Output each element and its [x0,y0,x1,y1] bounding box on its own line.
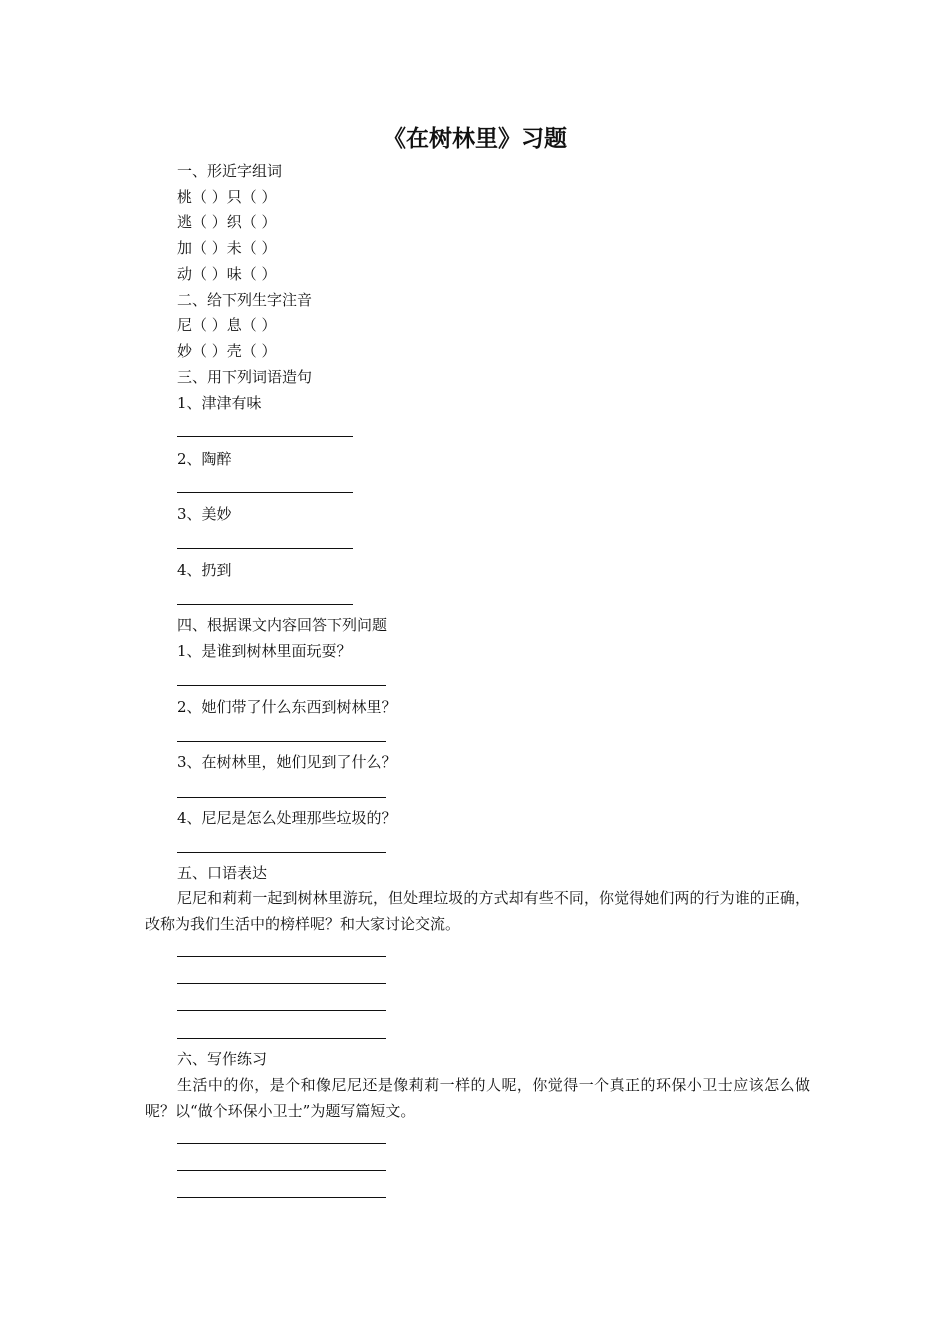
section-4-heading: 四、根据课文内容回答下列问题 [177,616,388,634]
document-title: 《在树林里》习题 [383,125,567,152]
answer-line[interactable] [177,956,386,957]
answer-line[interactable] [177,983,386,984]
answer-line[interactable] [177,1170,386,1171]
section-4-item: 4、尼尼是怎么处理那些垃圾的？ [177,809,397,827]
section-1-row: 加（ ）未（ ） [177,239,277,257]
answer-line[interactable] [177,1010,386,1011]
answer-line[interactable] [177,548,353,549]
section-2-row: 妙（ ）壳（ ） [177,342,277,360]
answer-line[interactable] [177,1038,386,1039]
section-2-heading: 二、给下列生字注音 [177,291,313,309]
section-4-item: 3、在树林里，她们见到了什么？ [177,753,397,771]
answer-line[interactable] [177,741,386,742]
section-4-item: 1、是谁到树林里面玩耍？ [177,642,352,660]
section-5-prompt: 尼尼和莉莉一起到树林里游玩，但处理垃圾的方式却有些不同，你觉得她们两的行为谁的正确，改称为我们生活中的榜样呢？和大家讨论交流。 [145,889,810,933]
section-2-row: 尼（ ）息（ ） [177,316,277,334]
answer-line[interactable] [177,604,353,605]
section-1-row: 桃（ ）只（ ） [177,188,277,206]
answer-line[interactable] [177,492,353,493]
answer-line[interactable] [177,1143,386,1144]
section-6-prompt: 生活中的你，是个和像尼尼还是像莉莉一样的人呢，你觉得一个真正的环保小卫士应该怎么做呢？以“做个环保小卫士”为题写篇短文。 [145,1076,810,1120]
section-5-heading: 五、口语表达 [177,864,268,882]
section-1-row: 动（ ）味（ ） [177,265,277,283]
section-6-heading: 六、写作练习 [177,1050,268,1068]
answer-line[interactable] [177,797,386,798]
section-3-heading: 三、用下列词语造句 [177,368,313,386]
section-3-item: 3、美妙 [177,505,232,523]
section-3-item: 2、陶醉 [177,450,232,468]
answer-line[interactable] [177,1197,386,1198]
section-1-heading: 一、形近字组词 [177,162,283,180]
answer-line[interactable] [177,852,386,853]
section-3-item: 1、津津有味 [177,394,262,412]
answer-line[interactable] [177,436,353,437]
section-1-row: 逃（ ）织（ ） [177,213,277,231]
answer-line[interactable] [177,685,386,686]
section-3-item: 4、扔到 [177,561,232,579]
section-4-item: 2、她们带了什么东西到树林里？ [177,698,397,716]
